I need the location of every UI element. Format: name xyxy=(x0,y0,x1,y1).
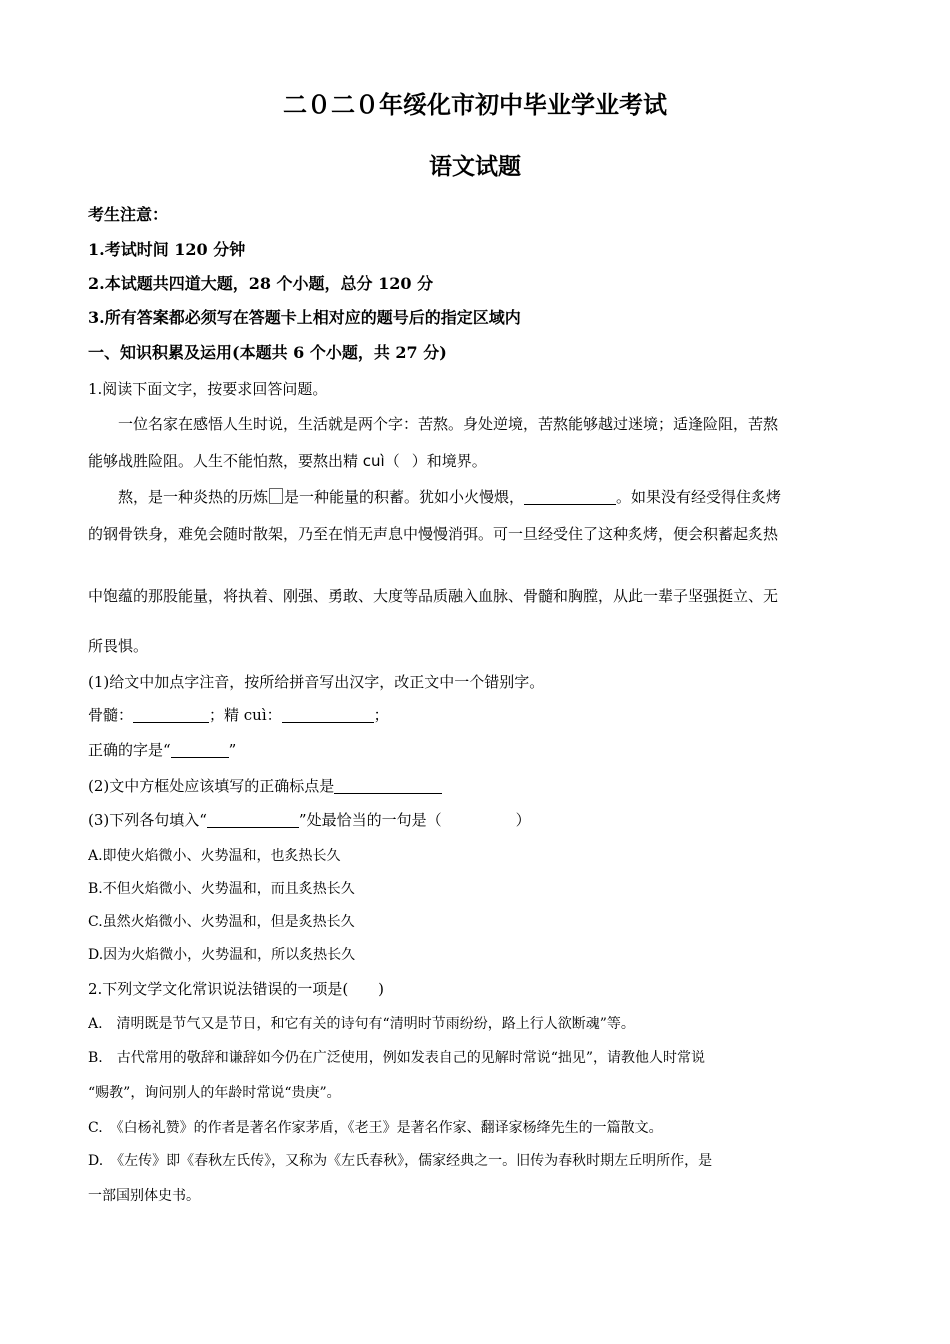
q1-prompt: 1.阅读下面文字，按要求回答问题。 xyxy=(88,380,328,398)
q1-sub2-text: (2)文中方框处应该填写的正确标点是 xyxy=(88,777,335,795)
notice-item-2: 2.本试题共四道大题，28 个小题，总分 120 分 xyxy=(88,274,434,293)
q1-option-c: C.虽然火焰微小、火势温和，但是炙热长久 xyxy=(88,914,355,930)
answer-blank-gusui[interactable] xyxy=(133,706,209,723)
answer-blank-punctuation[interactable] xyxy=(334,777,442,794)
punctuation-box xyxy=(269,488,283,504)
q1-para2-line1-c: 。如果没有经受得住炙烤 xyxy=(616,488,782,506)
q1-para1-line2 xyxy=(88,451,863,471)
q2-prompt: 2.下列文学文化常识说法错误的一项是( ) xyxy=(88,980,385,998)
q2-option-d-line2: 一部国别体史书。 xyxy=(88,1188,200,1204)
q2-option-a: A. 清明既是节气又是节日，和它有关的诗句有“清明时节雨纷纷，路上行人欲断魂”等。 xyxy=(88,1016,635,1032)
answer-separator: ； xyxy=(373,706,389,724)
q1-sub1-answer xyxy=(88,705,863,725)
q2-option-b-line2: “赐教”，询问别人的年龄时常说“贵庚”。 xyxy=(88,1085,341,1101)
section1-heading: 一、知识积累及运用(本题共 6 个小题，共 27 分) xyxy=(88,343,447,362)
q1-para2-line1-a: 熬，是一种炎热的历炼 xyxy=(118,488,269,506)
q1-para2-line1 xyxy=(118,487,863,507)
q1-para2-line2: 的钢骨铁身，难免会随时散架，乃至在悄无声息中慢慢消弭。可一旦经受住了这种炙烤，便会积蓄起炙热 xyxy=(88,525,779,543)
q1-para2-line1-b: 是一种能量的积蓄。犹如小火慢煨， xyxy=(284,488,525,506)
q1-sub3-text-b: ”处最恰当的一句是（ xyxy=(298,811,442,829)
label-jingcui: ；精 cuì： xyxy=(209,706,282,724)
notice-item-1: 1.考试时间 120 分钟 xyxy=(88,240,246,259)
answer-blank-correct-char[interactable] xyxy=(171,741,229,758)
quote-close: ” xyxy=(228,741,237,759)
q2-option-d-line1: D. 《左传》即《春秋左氏传》，又称为《左氏春秋》，儒家经典之一。旧传为春秋时期左丘明所作，是 xyxy=(88,1153,713,1169)
q1-option-a: A.即使火焰微小、火势温和，也炙热长久 xyxy=(88,848,341,864)
q1-para1-line1: 一位名家在感悟人生时说，生活就是两个字：苦熬。身处逆境，苦熬能够越过迷境；适逢险阻，苦熬 xyxy=(118,415,779,433)
q2-option-b-line1: B. 古代常用的敬辞和谦辞如今仍在广泛使用，例如发表自己的见解时常说“拙见”，请教他人时常说 xyxy=(88,1050,706,1066)
q1-option-b: B.不但火焰微小、火势温和，而且炙热长久 xyxy=(88,881,355,897)
q1-sub3-text-a: (3)下列各句填入“ xyxy=(88,811,207,829)
answer-blank-jingcui[interactable] xyxy=(282,706,374,723)
q1-option-d: D.因为火焰微小，火势温和，所以炙热长久 xyxy=(88,947,356,963)
fill-blank-sentence[interactable] xyxy=(524,488,616,505)
exam-subtitle: 语文试题 xyxy=(429,153,521,180)
q1-sub3 xyxy=(88,810,863,830)
q1-para2-line3: 中饱蕴的那股能量，将执着、刚强、勇敢、大度等品质融入血脉、骨髓和胸膛，从此一辈子坚强挺立、无 xyxy=(88,587,779,605)
q1-para2-line4: 所畏惧。 xyxy=(88,637,149,655)
notice-item-3: 3.所有答案都必须写在答题卡上相对应的题号后的指定区域内 xyxy=(88,308,521,327)
notice-heading: 考生注意： xyxy=(88,205,169,224)
q2-option-c: C. 《白杨礼赞》的作者是著名作家茅盾，《老王》是著名作家、翻译家杨绛先生的一篇散文。 xyxy=(88,1120,663,1136)
q1-sub3-text-c: ） xyxy=(515,811,531,829)
label-gusui: 骨髓： xyxy=(88,706,134,724)
label-correct-char: 正确的字是“ xyxy=(88,741,171,759)
q1-sub1-correct xyxy=(88,740,863,760)
q1-para1-line2-b: ）和境界。 xyxy=(411,452,487,470)
sub3-blank-ref xyxy=(207,811,299,828)
exam-title: 二０二０年绥化市初中毕业学业考试 xyxy=(283,90,667,119)
q1-sub2 xyxy=(88,776,863,796)
q1-para1-line2-a: 能够战胜险阻。人生不能怕熬，要熬出精 cuì（ xyxy=(88,452,400,470)
q1-sub1: (1)给文中加点字注音，按所给拼音写出汉字，改正文中一个错别字。 xyxy=(88,673,545,691)
